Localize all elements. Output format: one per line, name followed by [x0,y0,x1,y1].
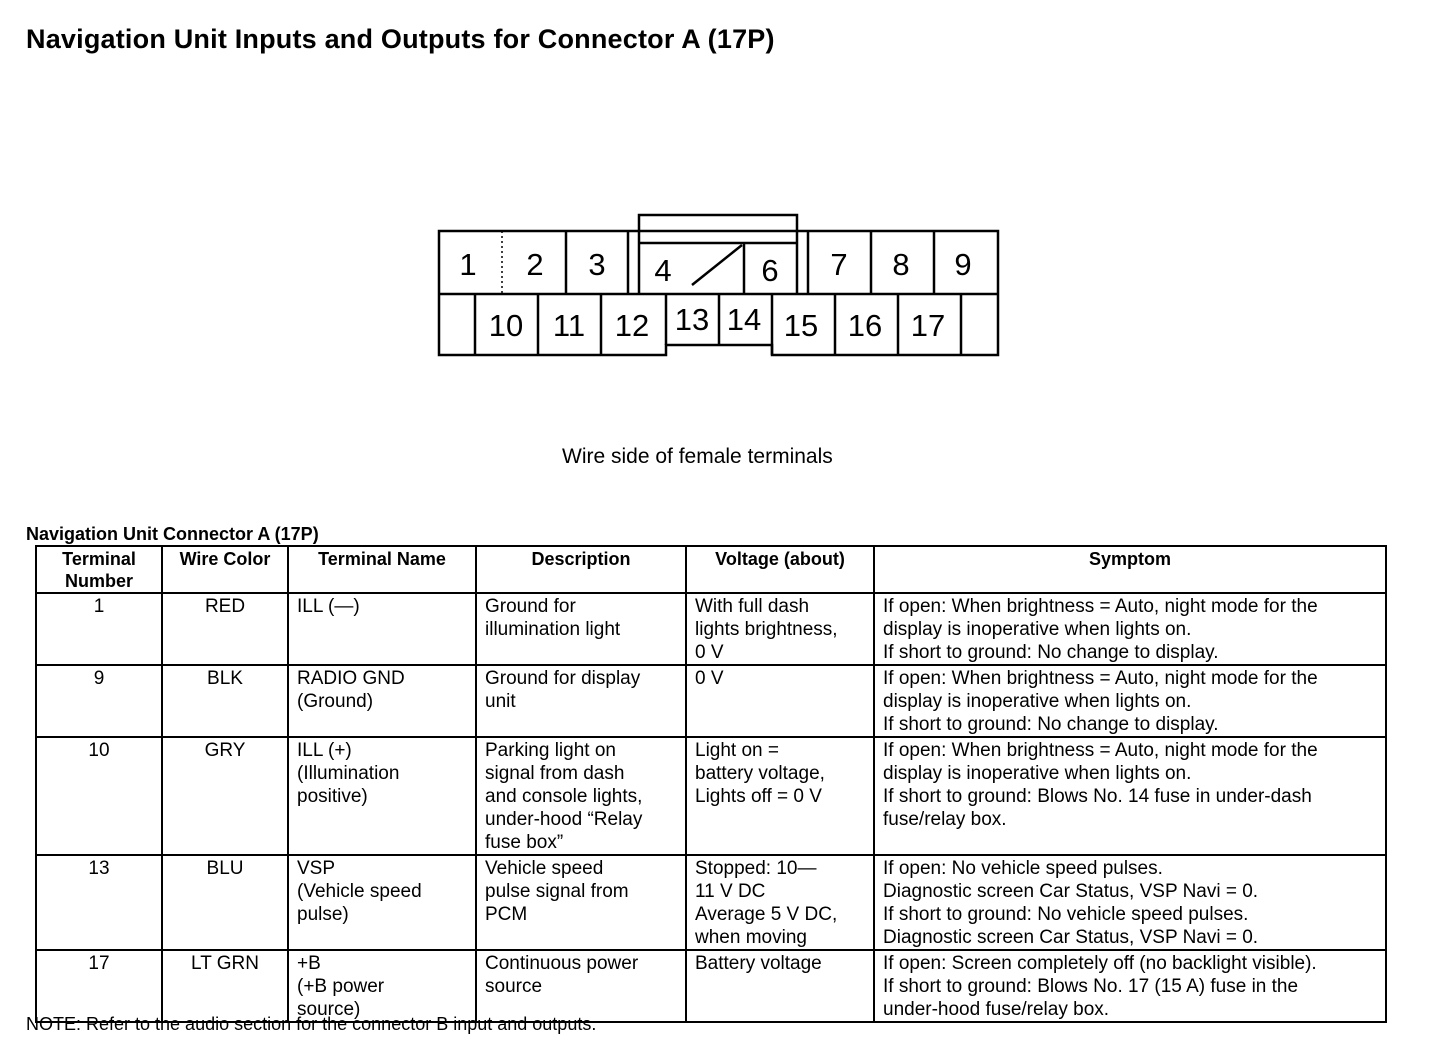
description-line: Parking light on [485,740,616,761]
terminal-number-cell: 13 [36,855,162,950]
terminal-name-line: ILL (+) [297,740,352,761]
description-line: and console lights, [485,786,643,807]
symptom-line: If short to ground: Blows No. 17 (15 A) fuse in the [883,976,1299,997]
symptom-line: Diagnostic screen Car Status, VSP Navi = 0. [883,881,1259,902]
terminal-13-label: 13 [674,302,710,337]
connector-caption: Wire side of female terminals [562,445,833,468]
terminal-name-line: source) [297,999,361,1020]
header-symptom: Symptom [874,546,1386,593]
description-line: under-hood “Relay [485,809,643,830]
voltage-line: Average 5 V DC, [695,904,838,925]
wire-color-cell: RED [162,593,288,665]
wire-color-cell: BLU [162,855,288,950]
terminal-number-cell: 17 [36,950,162,1022]
symptom-line: If short to ground: No change to display. [883,642,1219,663]
description-line: PCM [485,904,528,925]
voltage-cell [686,665,874,737]
symptom-line: If open: Screen completely off (no backlight visible). [883,953,1317,974]
symptom-line: fuse/relay box. [883,809,1007,830]
description-line: Ground for [485,596,576,617]
table-row [36,950,1386,1022]
terminal-name-cell [288,737,476,855]
terminal-name-line: RADIO GND [297,668,405,689]
page-title: Navigation Unit Inputs and Outputs for Connector A (17P) [26,24,775,54]
voltage-line: lights brightness, [695,619,838,640]
voltage-cell [686,855,874,950]
terminal-17-label: 17 [910,308,946,343]
wire-color-cell: BLK [162,665,288,737]
symptom-line: display is inoperative when lights on. [883,619,1192,640]
symptom-line: under-hood fuse/relay box. [883,999,1110,1020]
terminal-14-label: 14 [726,302,762,337]
footer-note: NOTE: Refer to the audio section for the connector B input and outputs. [26,1014,597,1034]
terminal-number-cell: 10 [36,737,162,855]
header-description: Description [476,546,686,593]
voltage-line: battery voltage, [695,763,825,784]
terminal-4-label: 4 [654,253,672,288]
terminal-name-line: ILL (—) [297,596,360,617]
terminal-name-line: (Illumination [297,763,400,784]
wire-color-cell: GRY [162,737,288,855]
terminal-name-line: positive) [297,786,368,807]
description-line: source [485,976,543,997]
symptom-line: If open: When brightness = Auto, night mode for the [883,740,1318,761]
connector-diagram [430,205,1010,365]
terminal-name-cell [288,950,476,1022]
connector-table [35,545,1387,1023]
terminal-16-label: 16 [847,308,883,343]
description-line: pulse signal from [485,881,629,902]
description-cell [476,737,686,855]
header-voltage: Voltage (about) [686,546,874,593]
table-header-row [36,546,1386,593]
symptom-line: If short to ground: Blows No. 14 fuse in under-dash [883,786,1312,807]
terminal-15-label: 15 [783,308,819,343]
symptom-line: Diagnostic screen Car Status, VSP Navi = 0. [883,927,1259,948]
symptom-cell [874,737,1386,855]
description-line: unit [485,691,516,712]
voltage-cell [686,950,874,1022]
terminal-name-line: VSP [297,858,336,879]
terminal-name-line: +B [297,953,321,974]
terminal-name-line: (+B power [297,976,385,997]
description-line: Ground for display [485,668,641,689]
symptom-cell [874,855,1386,950]
symptom-line: display is inoperative when lights on. [883,691,1192,712]
voltage-line: Lights off = 0 V [695,786,822,807]
description-line: Continuous power [485,953,639,974]
voltage-line: 0 V [695,668,724,689]
description-cell [476,855,686,950]
description-line: illumination light [485,619,621,640]
terminal-name-cell [288,593,476,665]
terminal-number-cell: 9 [36,665,162,737]
symptom-line: If open: When brightness = Auto, night mode for the [883,596,1318,617]
terminal-number-cell: 1 [36,593,162,665]
terminal-name-line: pulse) [297,904,349,925]
terminal-10-label: 10 [488,308,524,343]
terminal-8-label: 8 [892,247,910,282]
voltage-line: 11 V DC [695,881,766,902]
symptom-cell [874,950,1386,1022]
symptom-line: If open: When brightness = Auto, night mode for the [883,668,1318,689]
voltage-line: Battery voltage [695,953,822,974]
symptom-cell [874,665,1386,737]
terminal-1-label: 1 [459,247,477,282]
terminal-6-label: 6 [761,253,779,288]
description-cell [476,950,686,1022]
header-terminal-line-2: Number [64,571,133,591]
terminal-3-label: 3 [588,247,606,282]
voltage-cell [686,737,874,855]
voltage-line: when moving [695,927,807,948]
voltage-line: Stopped: 10— [695,858,817,879]
description-cell [476,665,686,737]
voltage-line: 0 V [695,642,724,663]
voltage-line: Light on = [695,740,779,761]
header-terminal-name: Terminal Name [288,546,476,593]
symptom-line: display is inoperative when lights on. [883,763,1192,784]
symptom-line: If short to ground: No vehicle speed pulses. [883,904,1249,925]
description-cell [476,593,686,665]
header-terminal-number [36,546,162,593]
header-terminal-line-1: Terminal [62,549,136,569]
voltage-line: With full dash [695,596,810,617]
header-wire-color: Wire Color [162,546,288,593]
voltage-cell [686,593,874,665]
symptom-line: If open: No vehicle speed pulses. [883,858,1163,879]
table-row [36,737,1386,855]
terminal-name-cell [288,665,476,737]
description-line: signal from dash [485,763,625,784]
terminal-name-cell [288,855,476,950]
symptom-line: If short to ground: No change to display. [883,714,1219,735]
table-row [36,665,1386,737]
symptom-cell [874,593,1386,665]
terminal-2-label: 2 [526,247,544,282]
terminal-9-label: 9 [954,247,972,282]
table-row [36,593,1386,665]
table-title: Navigation Unit Connector A (17P) [26,524,319,544]
terminal-11-label: 11 [552,308,586,343]
wire-color-cell: LT GRN [162,950,288,1022]
terminal-name-line: (Vehicle speed [297,881,422,902]
terminal-12-label: 12 [614,308,650,343]
table-row [36,855,1386,950]
terminal-7-label: 7 [830,247,848,282]
description-line: Vehicle speed [485,858,604,879]
description-line: fuse box” [485,832,564,853]
terminal-name-line: (Ground) [297,691,374,712]
